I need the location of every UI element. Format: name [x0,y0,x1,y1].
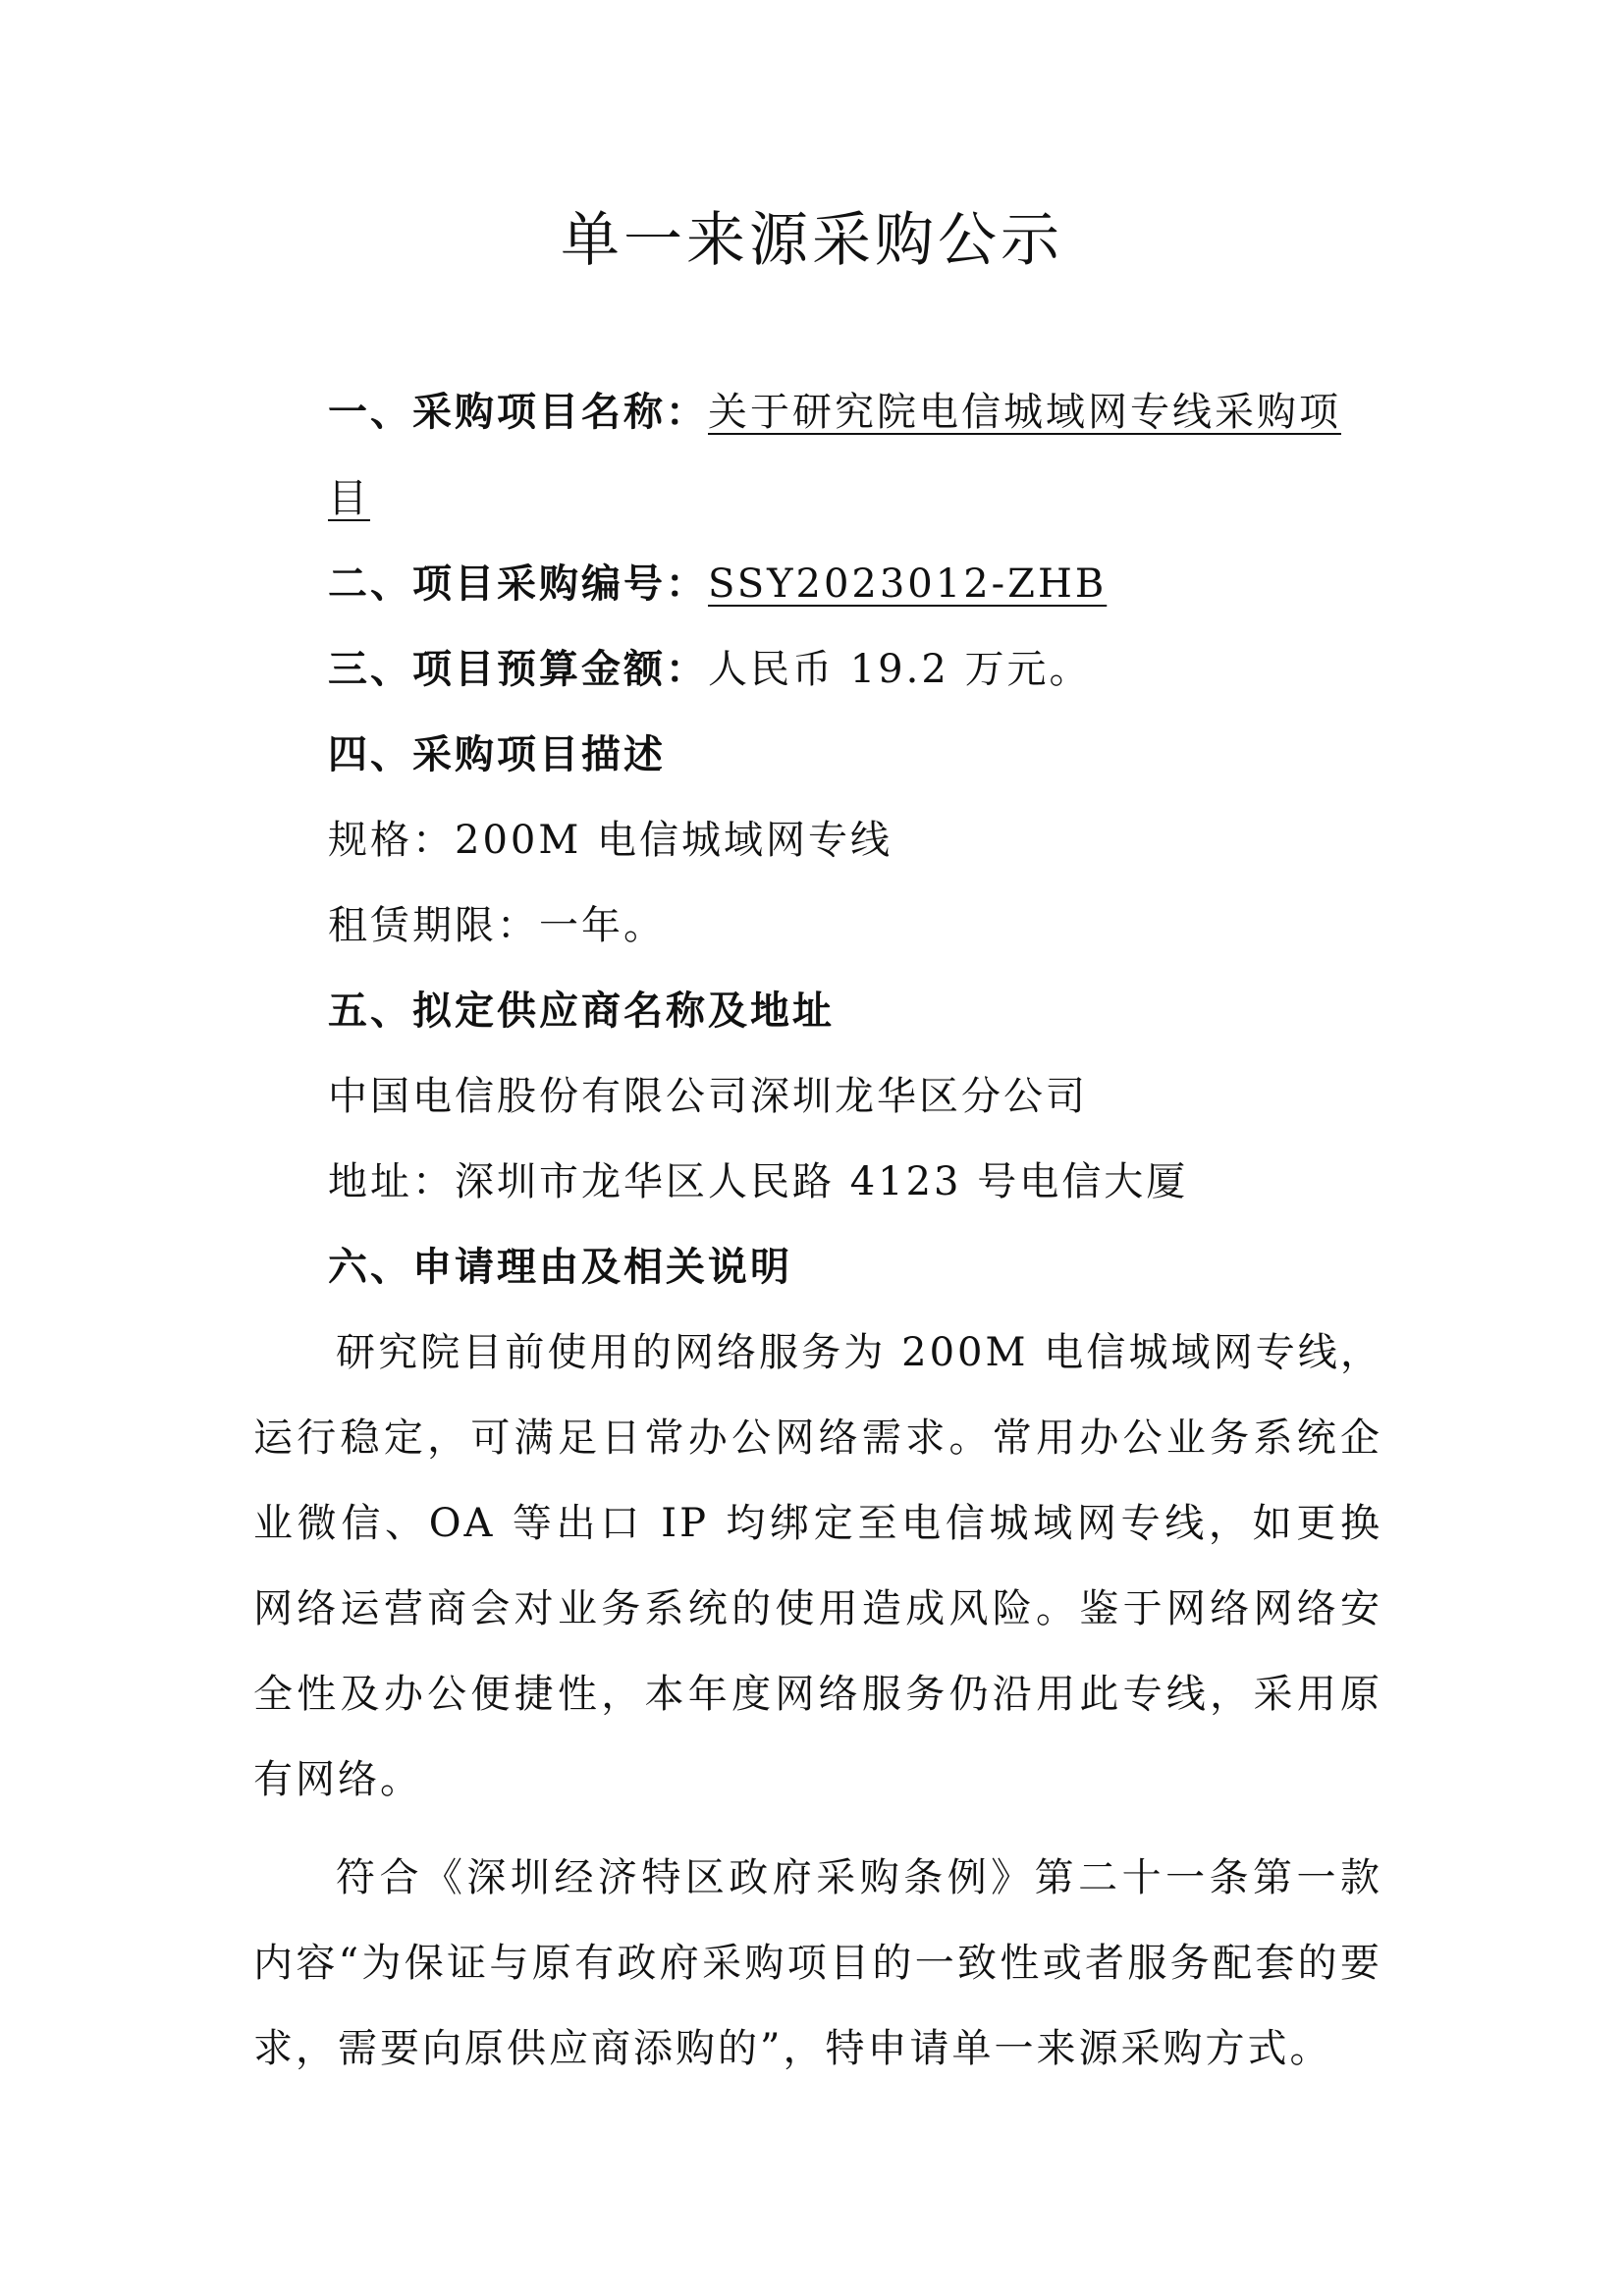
project-number-value: SSY2023012-ZHB [708,561,1108,607]
document-title: 单一来源采购公示 [561,206,1063,275]
reason-paragraph-2: 符合《深圳经济特区政府采购条例》第二十一条第一款内容“为保证与原有政府采购项目的一致性或者服务配套的要求，需要向原供应商添购的”，特申请单一来源采购方式。 [253,1855,1382,2071]
section-1-heading: 一、采购项目名称： [328,390,708,435]
project-name-value: 关于研究院电信城域网专线采购项 [708,390,1341,435]
supplier-address: 地址：深圳市龙华区人民路 4123 号电信大厦 [328,1159,1189,1204]
lease-term-text: 租赁期限：一年。 [328,903,666,948]
section-5-heading: 五、拟定供应商名称及地址 [328,988,835,1034]
section-2-heading: 二、项目采购编号： [328,561,708,607]
section-3 [328,640,1092,699]
reason-paragraph-1: 研究院目前使用的网络服务为 200M 电信城域网专线，运行稳定，可满足日常办公网络需求。常用办公业务系统企业微信、OA 等出口 IP 均绑定至电信城域网专线，如更换网络运营商会对业务系统的使用造成风险。鉴于网络网络安全性及办公便捷性，本年度网络服务仍沿用此专线，采用原有网络。 [253,1330,1382,1802]
section-2 [328,555,1107,614]
budget-value: 人民币 19.2 万元。 [708,647,1092,692]
section-4-heading: 四、采购项目描述 [328,732,666,777]
section-3-heading: 三、项目预算金额： [328,647,708,692]
project-name-value-continued: 目 [328,476,370,521]
supplier-name: 中国电信股份有限公司深圳龙华区分公司 [328,1074,1088,1119]
section-6-heading: 六、申请理由及相关说明 [328,1245,792,1290]
section-1 [328,383,1341,442]
spec-text: 规格：200M 电信城域网专线 [328,818,893,863]
section-1-continued [328,469,370,528]
